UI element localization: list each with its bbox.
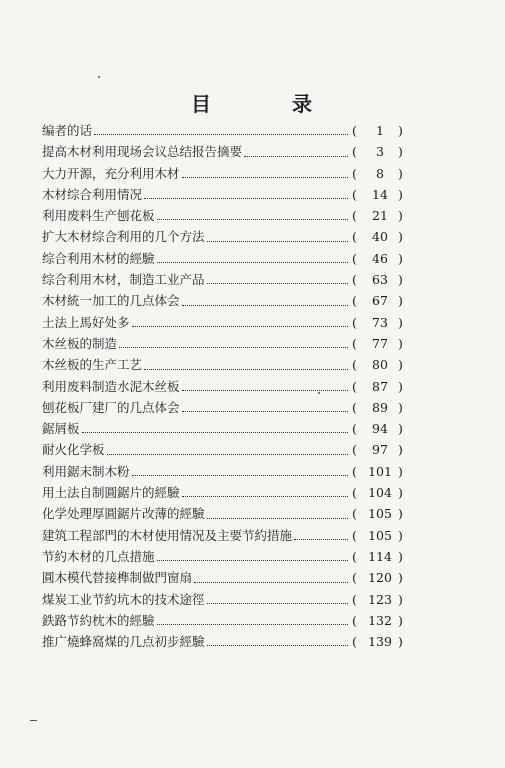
toc-page-number: 14 xyxy=(372,186,388,202)
toc-page-number: 8 xyxy=(376,165,384,181)
close-paren: ) xyxy=(398,314,403,330)
toc-entry xyxy=(42,631,402,652)
toc-entry-title: 耐火化学板 xyxy=(42,442,105,458)
toc-entry-title: 利用鋸末制木粉 xyxy=(42,463,130,479)
leader-dots xyxy=(157,241,348,263)
leader-dots xyxy=(207,582,348,604)
toc-page-number: 101 xyxy=(368,463,392,479)
toc-entry-title: 木材综合利用情况 xyxy=(42,186,143,202)
print-speck xyxy=(98,76,100,78)
close-paren: ) xyxy=(398,506,403,522)
toc-entry-title: 木材統一加工的几点体会 xyxy=(42,293,180,309)
open-paren: ( xyxy=(352,591,357,607)
leader-dots xyxy=(157,603,348,625)
close-paren: ) xyxy=(398,591,403,607)
leader-dots xyxy=(207,262,348,284)
close-paren: ) xyxy=(398,229,403,245)
open-paren: ( xyxy=(352,527,357,543)
close-paren: ) xyxy=(398,442,403,458)
toc-page-number: 132 xyxy=(368,612,392,628)
leader-dots xyxy=(182,475,348,497)
open-paren: ( xyxy=(352,548,357,564)
leader-dots xyxy=(294,518,348,540)
toc-page-number: 97 xyxy=(372,442,388,458)
toc-entry-title: 利用废料制造水泥木丝板 xyxy=(42,378,180,394)
toc-entry-title: 木丝板的生产工艺 xyxy=(42,357,143,373)
toc-entry-title: 化学处理厚圓鋸片改薄的經驗 xyxy=(42,506,205,522)
open-paren: ( xyxy=(352,357,357,373)
title-char-1: 目 xyxy=(191,92,214,116)
open-paren: ( xyxy=(352,208,357,224)
toc-page-number: 105 xyxy=(368,506,392,522)
toc-entry-title: 节約木材的几点措施 xyxy=(42,548,155,564)
close-paren: ) xyxy=(398,250,403,266)
leader-dots xyxy=(132,454,348,476)
open-paren: ( xyxy=(352,463,357,479)
leader-dots xyxy=(182,283,348,305)
close-paren: ) xyxy=(398,378,403,394)
toc-entry-title: 综合利用木材的經驗 xyxy=(42,250,155,266)
toc-entry-title: 刨花板厂建厂的几点体会 xyxy=(42,399,180,415)
title-char-2: 录 xyxy=(291,92,314,116)
print-speck xyxy=(30,720,37,721)
open-paren: ( xyxy=(352,570,357,586)
leader-dots xyxy=(157,198,348,220)
toc-entry-title: 煤炭工业节約坑木的技术途徑 xyxy=(42,591,205,607)
leader-dots xyxy=(207,496,348,518)
close-paren: ) xyxy=(398,527,403,543)
close-paren: ) xyxy=(398,570,403,586)
toc-entry xyxy=(42,120,402,141)
close-paren: ) xyxy=(398,186,403,202)
open-paren: ( xyxy=(352,378,357,394)
close-paren: ) xyxy=(398,612,403,628)
leader-dots xyxy=(157,539,348,561)
open-paren: ( xyxy=(352,293,357,309)
leader-dots xyxy=(132,305,348,327)
open-paren: ( xyxy=(352,442,357,458)
open-paren: ( xyxy=(352,144,357,160)
print-speck xyxy=(318,392,320,394)
close-paren: ) xyxy=(398,144,403,160)
toc-entry-title: 大力开源，充分利用木材 xyxy=(42,165,180,181)
leader-dots xyxy=(94,113,348,135)
toc-entry-title: 圓木模代替接榫制做門窗扇 xyxy=(42,570,193,586)
leader-dots xyxy=(82,411,348,433)
close-paren: ) xyxy=(398,421,403,437)
close-paren: ) xyxy=(398,548,403,564)
close-paren: ) xyxy=(398,335,403,351)
leader-dots xyxy=(182,369,348,391)
close-paren: ) xyxy=(398,485,403,501)
close-paren: ) xyxy=(398,272,403,288)
open-paren: ( xyxy=(352,634,357,650)
leader-dots xyxy=(107,432,348,454)
toc-entry-title: 扩大木材综合利用的几个方法 xyxy=(42,229,205,245)
toc-page-number: 40 xyxy=(372,229,388,245)
close-paren: ) xyxy=(398,293,403,309)
leader-dots xyxy=(182,390,348,412)
leader-dots xyxy=(207,219,348,241)
toc-entry-title: 土法上馬好处多 xyxy=(42,314,130,330)
leader-dots xyxy=(194,560,348,582)
toc-page-number: 1 xyxy=(376,123,384,138)
toc-page-number: 105 xyxy=(368,527,392,543)
table-of-contents xyxy=(42,120,402,652)
toc-page-number: 67 xyxy=(372,293,388,309)
leader-dots xyxy=(144,347,348,369)
toc-page-number: 46 xyxy=(372,250,388,266)
toc-page-number: 120 xyxy=(368,570,392,586)
open-paren: ( xyxy=(352,314,357,330)
toc-page-number: 73 xyxy=(372,314,388,330)
close-paren: ) xyxy=(398,399,403,415)
toc-entry-title: 推广燒蜂窩煤的几点初步經驗 xyxy=(42,634,205,650)
toc-entry-title: 提高木材利用现场会议总结报告摘要 xyxy=(42,144,243,160)
open-paren: ( xyxy=(352,123,357,138)
toc-entry-title: 用土法自制圓鋸片的經驗 xyxy=(42,485,180,501)
toc-entry-title: 木丝板的制造 xyxy=(42,335,118,351)
toc-page-number: 89 xyxy=(372,399,388,415)
close-paren: ) xyxy=(398,357,403,373)
toc-page-number: 139 xyxy=(368,634,392,650)
toc-page-number: 104 xyxy=(368,485,392,501)
open-paren: ( xyxy=(352,485,357,501)
open-paren: ( xyxy=(352,272,357,288)
toc-entry-title: 建筑工程部門的木材使用情况及主要节約措施 xyxy=(42,527,293,543)
leader-dots xyxy=(144,177,348,199)
toc-page-number: 123 xyxy=(368,591,392,607)
close-paren: ) xyxy=(398,634,403,650)
open-paren: ( xyxy=(352,186,357,202)
toc-page-number: 94 xyxy=(372,421,388,437)
toc-page-number: 63 xyxy=(372,272,388,288)
close-paren: ) xyxy=(398,208,403,224)
open-paren: ( xyxy=(352,335,357,351)
toc-entry-title: 鋸屑板 xyxy=(42,421,80,437)
leader-dots xyxy=(244,134,348,156)
toc-entry-title: 鉄路节約枕木的經驗 xyxy=(42,612,155,628)
open-paren: ( xyxy=(352,399,357,415)
open-paren: ( xyxy=(352,165,357,181)
open-paren: ( xyxy=(352,612,357,628)
leader-dots xyxy=(207,624,348,646)
toc-page-number: 80 xyxy=(372,357,388,373)
close-paren: ) xyxy=(398,123,403,138)
open-paren: ( xyxy=(352,506,357,522)
toc-page-number: 114 xyxy=(368,548,392,564)
toc-entry-title: 利用废料生产刨花板 xyxy=(42,208,155,224)
leader-dots xyxy=(119,326,348,348)
open-paren: ( xyxy=(352,229,357,245)
leader-dots xyxy=(182,156,348,178)
toc-entry-title: 编者的话 xyxy=(42,123,93,138)
open-paren: ( xyxy=(352,421,357,437)
toc-page-number: 77 xyxy=(372,335,388,351)
toc-entry xyxy=(42,503,402,524)
open-paren: ( xyxy=(352,250,357,266)
close-paren: ) xyxy=(398,165,403,181)
toc-page-number: 87 xyxy=(372,378,388,394)
toc-page-number: 3 xyxy=(376,144,384,160)
toc-page-number: 21 xyxy=(372,208,388,224)
close-paren: ) xyxy=(398,463,403,479)
toc-entry-title: 综合利用木材，制造工业产品 xyxy=(42,272,205,288)
